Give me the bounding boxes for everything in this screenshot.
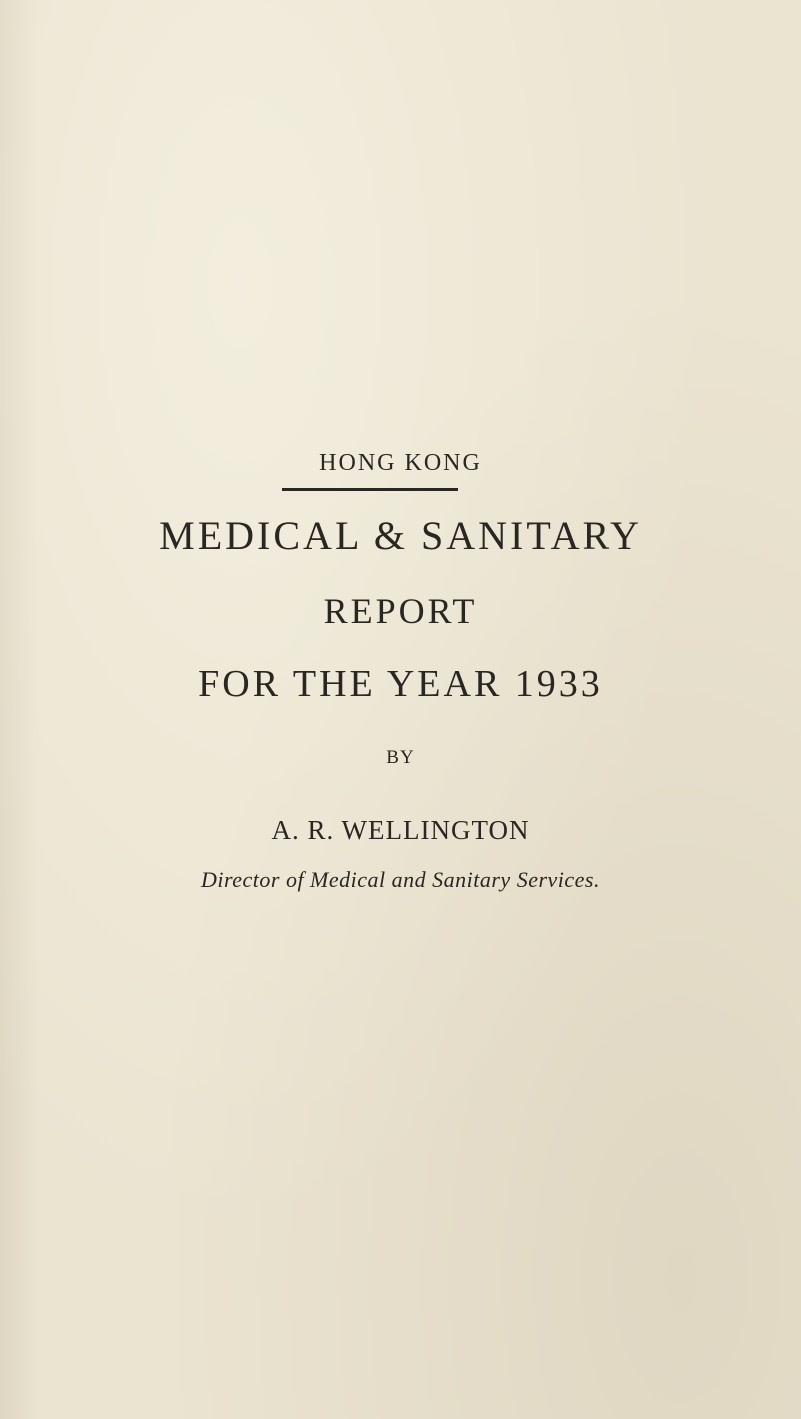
author-name: A. R. WELLINGTON <box>271 815 530 845</box>
report-period: FOR THE YEAR 1933 <box>198 663 603 705</box>
author-role: Director of Medical and Sanitary Services. <box>201 867 600 892</box>
heading-underline <box>282 488 458 491</box>
by-label: BY <box>386 747 415 768</box>
report-title: MEDICAL & SANITARY <box>159 513 642 558</box>
country-heading: HONG KONG <box>319 450 482 476</box>
report-subtitle: REPORT <box>323 591 478 631</box>
